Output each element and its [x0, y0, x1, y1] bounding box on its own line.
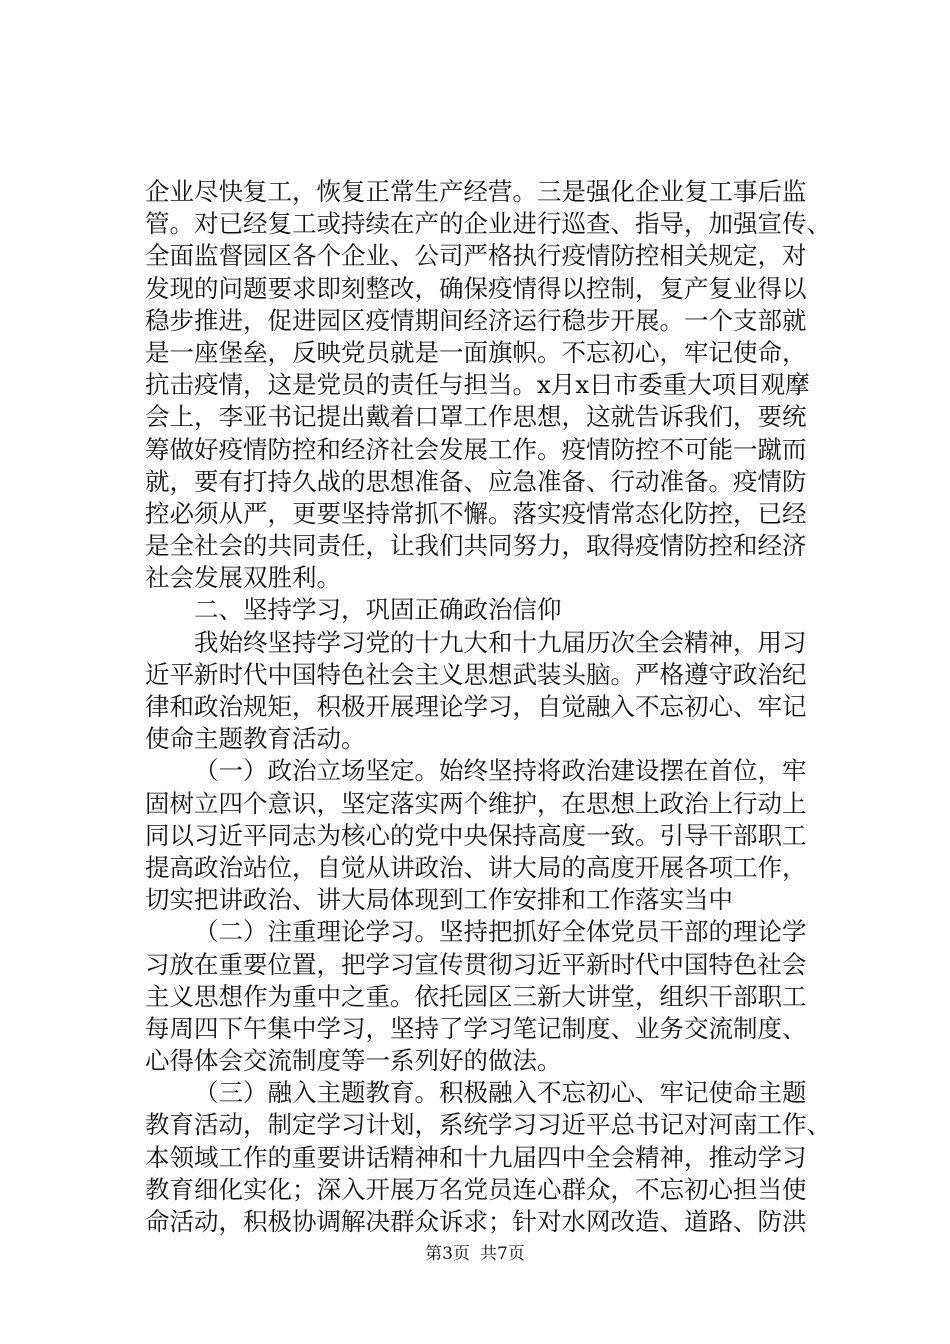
text-line: 本领域工作的重要讲话精神和十九届四中全会精神，推动学习 — [145, 1142, 807, 1172]
text-line: 教育细化实化；深入开展万名党员连心群众，不忘初心担当使 — [145, 1174, 807, 1204]
text-line: 企业尽快复工，恢复正常生产经营。三是强化企业复工事后监 — [145, 177, 807, 206]
page-number: 第3页 — [425, 1244, 470, 1264]
text-line: 稳步推进，促进园区疫情期间经济运行稳步开展。一个支部就 — [145, 305, 807, 335]
document-body — [145, 176, 845, 1238]
text-line: 社会发展双胜利。 — [145, 563, 341, 593]
text-line: 控必须从严，更要坚持常抓不懈。落实疫情常态化防控，已经 — [145, 498, 807, 528]
text-line: 同以习近平同志为核心的党中央保持高度一致。引导干部职工 — [145, 820, 807, 850]
text-line: 近平新时代中国特色社会主义思想武装头脑。严格遵守政治纪 — [145, 659, 807, 689]
text-line: 发现的问题要求即刻整改，确保疫情得以控制，复产复业得以 — [145, 273, 807, 303]
text-line: 提高政治站位，自觉从讲政治、讲大局的高度开展各项工作， — [145, 852, 807, 882]
text-line: 习放在重要位置，把学习宣传贯彻习近平新时代中国特色社会 — [145, 949, 807, 979]
text-line: 全面监督园区各个企业、公司严格执行疫情防控相关规定，对 — [145, 241, 807, 271]
text-line: 会上，李亚书记提出戴着口罩工作思想，这就告诉我们，要统 — [145, 402, 807, 432]
section-heading: 二、坚持学习，巩固正确政治信仰 — [194, 595, 562, 625]
text-line: 就，要有打持久战的思想准备、应急准备、行动准备。疫情防 — [145, 466, 807, 496]
text-line: 使命主题教育活动。 — [145, 724, 366, 754]
subsection-heading-line: （二）注重理论学习。坚持把抓好全体党员干部的理论学 — [194, 917, 807, 947]
subsection-heading-line: （三）融入主题教育。积极融入不忘初心、牢记使命主题 — [194, 1078, 807, 1108]
text-line: 固树立四个意识，坚定落实两个维护，在思想上政治上行动上 — [145, 788, 807, 818]
paragraph-start-line: 我始终坚持学习党的十九大和十九届历次全会精神，用习 — [194, 627, 807, 657]
text-line: 筹做好疫情防控和经济社会发展工作。疫情防控不可能一蹴而 — [145, 434, 807, 464]
text-line: 心得体会交流制度等一系列好的做法。 — [145, 1046, 562, 1076]
text-line: 律和政治规矩，积极开展理论学习，自觉融入不忘初心、牢记 — [145, 692, 807, 721]
text-line: 是全社会的共同责任，让我们共同努力，取得疫情防控和经济 — [145, 531, 807, 561]
text-line: 命活动，积极协调解决群众诉求；针对水网改造、道路、防洪 — [145, 1207, 807, 1236]
text-line: 抗击疫情，这是党员的责任与担当。x月x日市委重大项目观摩 — [145, 370, 810, 400]
page-footer — [0, 1242, 950, 1266]
text-line: 切实把讲政治、讲大局体现到工作安排和工作落实当中 — [145, 885, 733, 915]
page-total: 共7页 — [480, 1244, 525, 1264]
text-line: 主义思想作为重中之重。依托园区三新大讲堂，组织干部职工 — [145, 981, 807, 1011]
text-line: 管。对已经复工或持续在产的企业进行巡查、指导，加强宣传、 — [145, 209, 831, 239]
text-line: 每周四下午集中学习，坚持了学习笔记制度、业务交流制度、 — [145, 1013, 807, 1043]
text-line: 是一座堡垒，反映党员就是一面旗帜。不忘初心，牢记使命， — [145, 337, 807, 367]
subsection-heading-line: （一）政治立场坚定。始终坚持将政治建设摆在首位，牢 — [194, 756, 807, 786]
text-line: 教育活动，制定学习计划，系统学习习近平总书记对河南工作、 — [145, 1110, 831, 1140]
